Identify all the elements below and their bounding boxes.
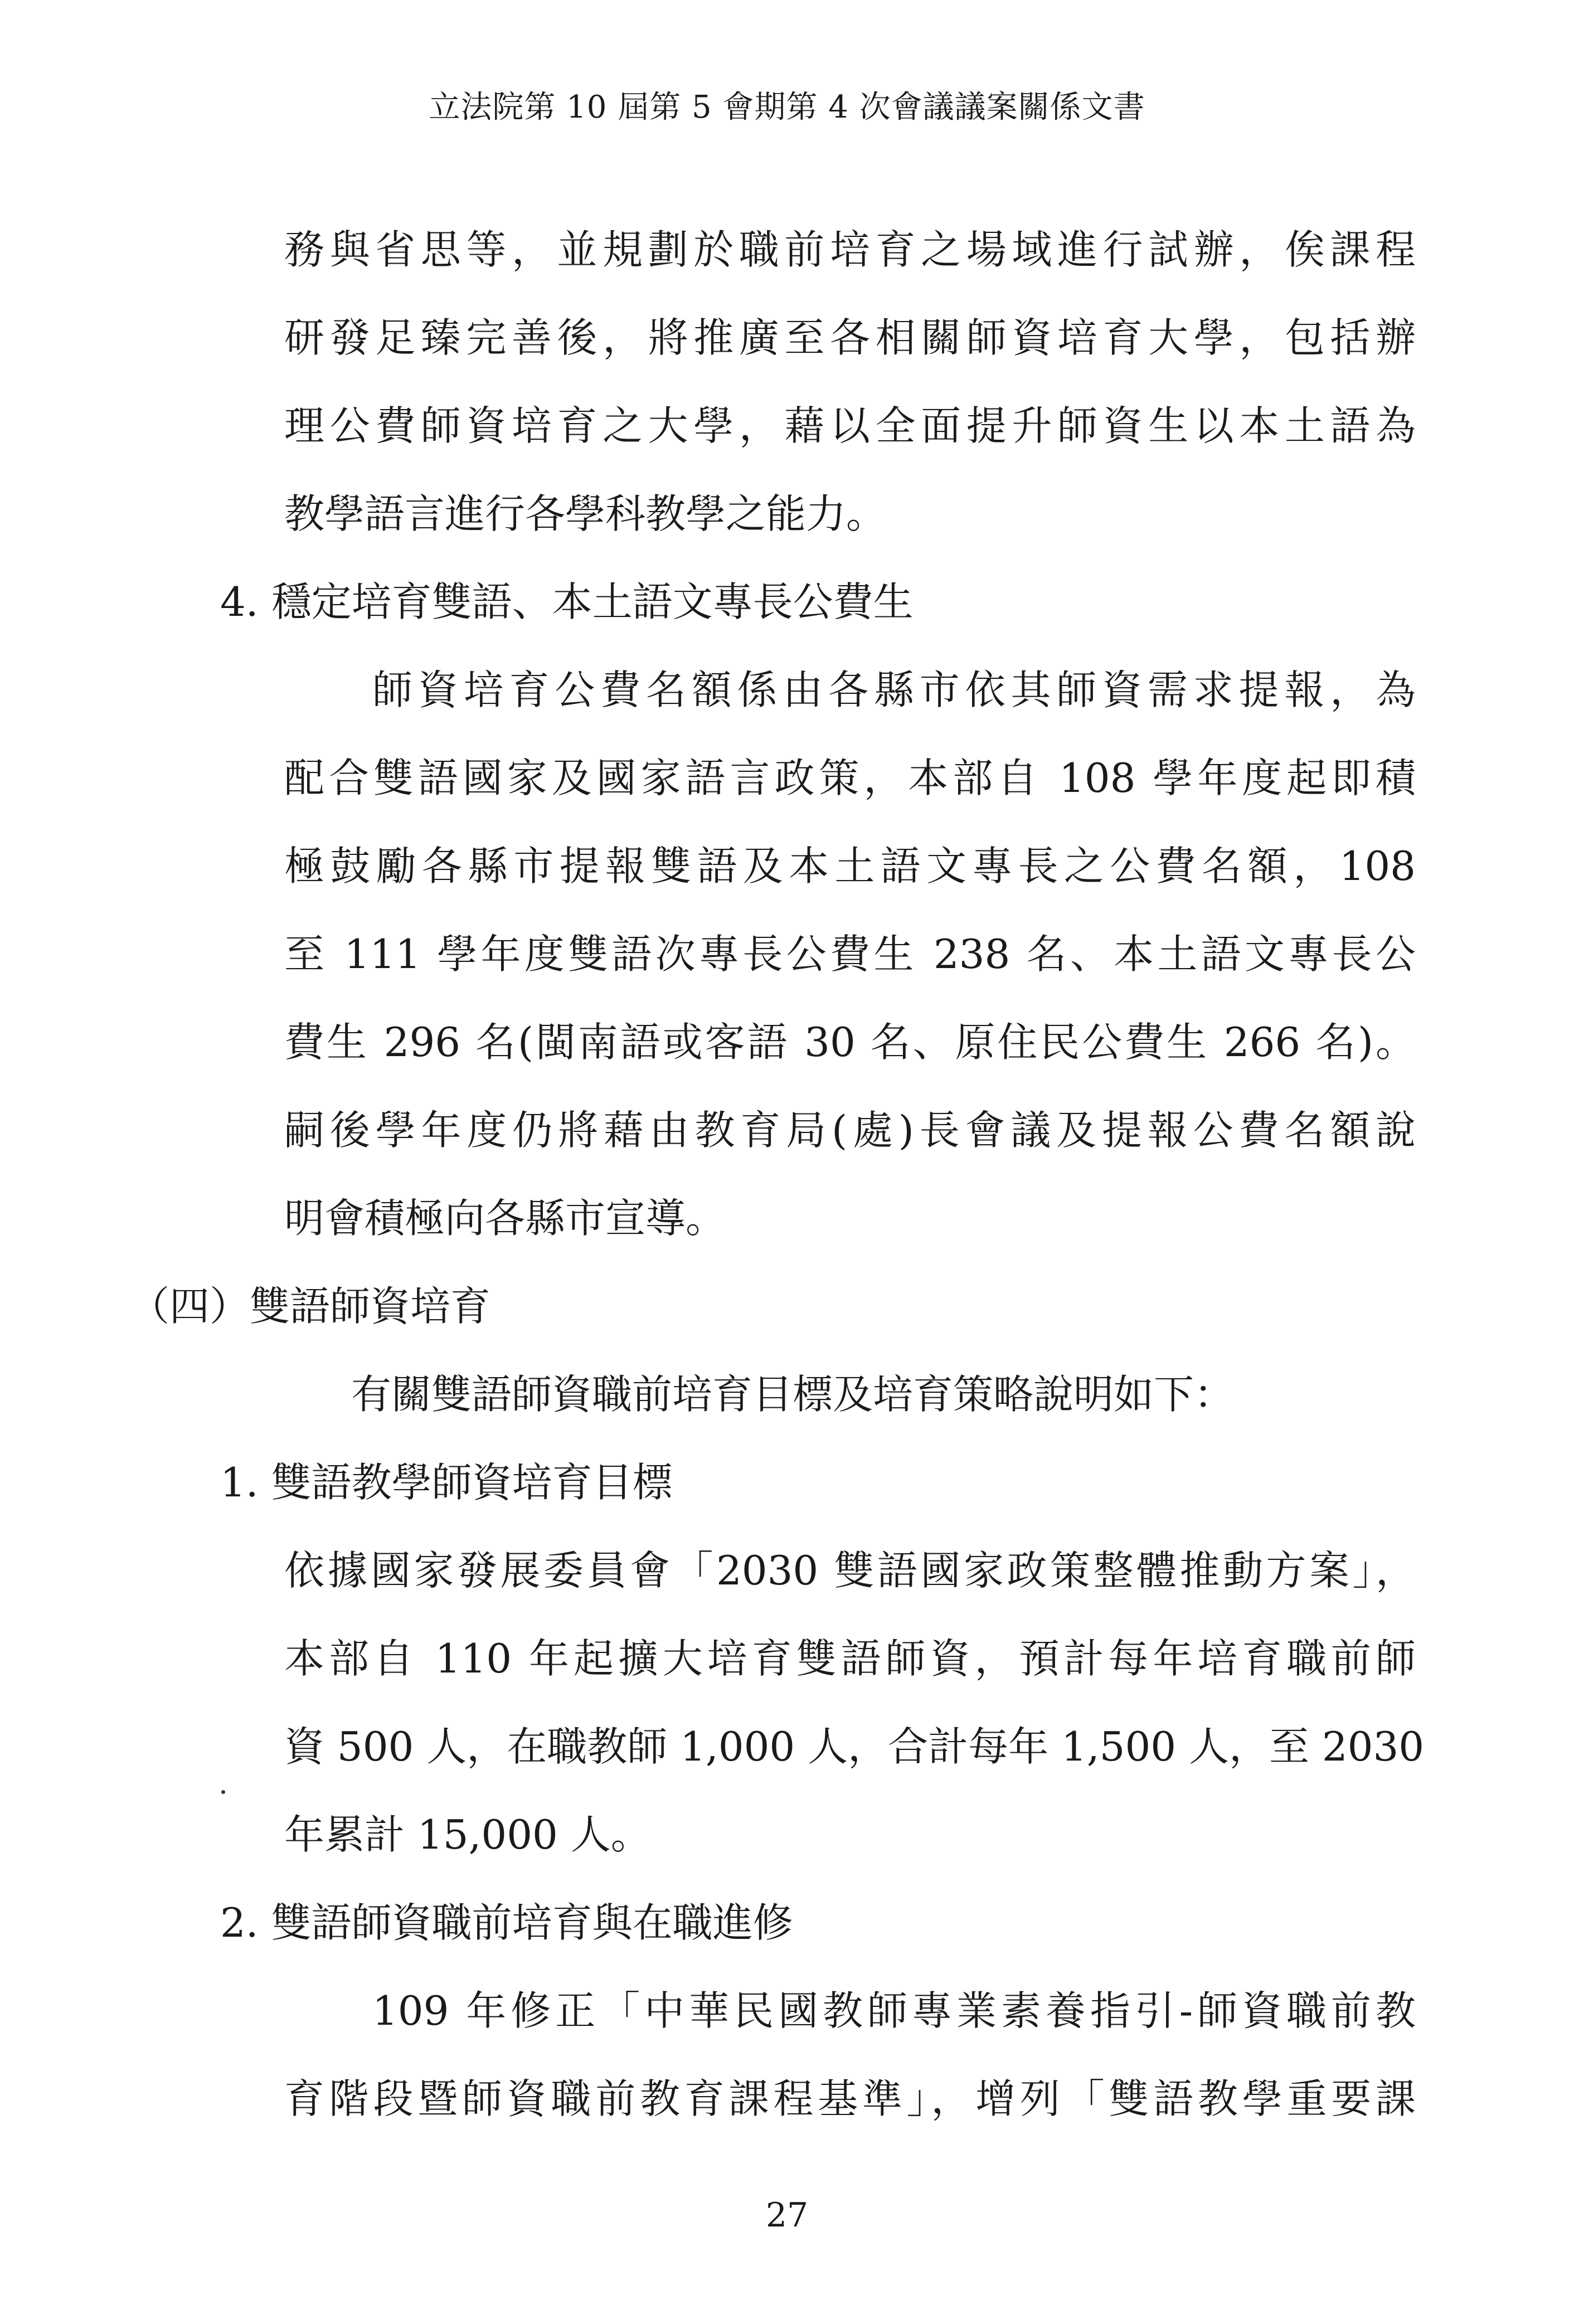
- item-heading: 4. 穩定培育雙語、本土語文專長公費生: [220, 578, 914, 625]
- body-line: 本部自 110 年起擴大培育雙語師資，預計每年培育職前師: [284, 1635, 1416, 1682]
- section-intro: 有關雙語師資職前培育目標及培育策略說明如下：: [351, 1371, 1235, 1418]
- body-line: 資 500 人，在職教師 1,000 人，合計每年 1,500 人，至 2030: [284, 1723, 1425, 1770]
- item-heading: 2. 雙語師資職前培育與在職進修: [220, 1899, 793, 1946]
- body-line: 研發足臻完善後，將推廣至各相關師資培育大學，包括辦: [284, 314, 1416, 361]
- body-line: 年累計 15,000 人。: [284, 1811, 651, 1858]
- scan-mark: [221, 1790, 225, 1794]
- body-line: 育階段暨師資職前教育課程基準」，增列「雙語教學重要課: [284, 2075, 1416, 2122]
- body-line: 務與省思等，並規劃於職前培育之場域進行試辦，俟課程: [284, 226, 1416, 273]
- body-line: 配合雙語國家及國家語言政策，本部自 108 學年度起即積: [284, 755, 1416, 801]
- body-line: 109 年修正「中華民國教師專業素養指引-師資職前教: [372, 1987, 1416, 2034]
- body-line: 至 111 學年度雙語次專長公費生 238 名、本土語文專長公: [284, 931, 1416, 978]
- body-line: 費生 296 名(閩南語或客語 30 名、原住民公費生 266 名)。: [284, 1019, 1416, 1066]
- body-line: 明會積極向各縣市宣導。: [284, 1195, 726, 1242]
- body-line: 教學語言進行各學科教學之能力。: [284, 490, 887, 537]
- page-header: 立法院第 10 屆第 5 會期第 4 次會議議案關係文書: [429, 89, 1145, 125]
- body-line: 師資培育公費名額係由各縣市依其師資需求提報，為: [372, 667, 1416, 713]
- item-heading: 1. 雙語教學師資培育目標: [220, 1459, 673, 1506]
- section-heading: （四）雙語師資培育: [129, 1283, 491, 1330]
- body-line: 極鼓勵各縣市提報雙語及本土語文專長之公費名額，108: [284, 843, 1416, 889]
- body-line: 依據國家發展委員會「2030 雙語國家政策整體推動方案」，: [284, 1547, 1416, 1594]
- body-line: 嗣後學年度仍將藉由教育局(處)長會議及提報公費名額說: [284, 1107, 1416, 1154]
- page-number: 27: [765, 2196, 809, 2235]
- body-line: 理公費師資培育之大學，藉以全面提升師資生以本土語為: [284, 402, 1416, 449]
